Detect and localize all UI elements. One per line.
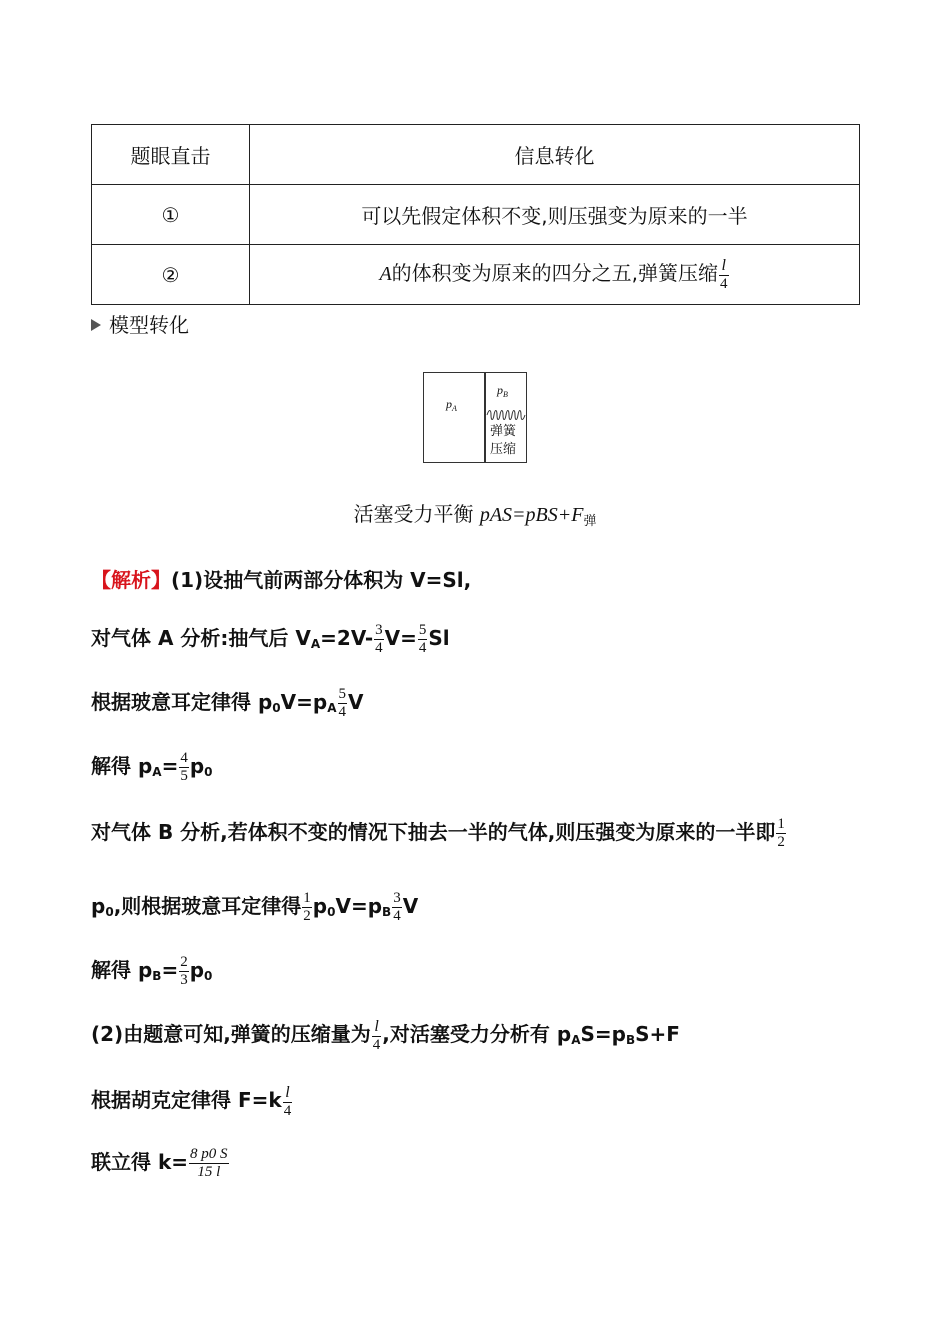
- solution-line-8: (2)由题意可知,弹簧的压缩量为 $\frac{l}{4}$ ,对活塞受力分析有 $p_AS=p_BS+F$: [91, 1017, 680, 1053]
- spring-icon: [486, 409, 526, 421]
- spring-label: 弹簧 压缩: [490, 424, 517, 457]
- solution-line-10: 联立得 k= $\frac{8 p0 S}{15 l}$: [91, 1146, 228, 1180]
- caption-formula: pAS=pBS+F: [479, 504, 584, 526]
- pressure-a-label: $p_A$: [446, 397, 457, 413]
- table-row: [92, 185, 860, 245]
- triangle-bullet-icon: [91, 319, 101, 331]
- table-header-cell: 题眼直击: [92, 125, 250, 185]
- solution-line-6: $p_0$,则根据玻意耳定律得 $\frac{1}{2}$ $p_0V=p_B$ $\frac{3}{4}$ V: [91, 890, 419, 924]
- row-text: 的体积变为原来的四分之五,弹簧压缩: [391, 261, 719, 286]
- fraction-numerator: l: [721, 256, 726, 274]
- fraction-denominator: 4: [720, 275, 728, 292]
- section-title-text: 模型转化: [109, 313, 189, 337]
- table-cell-key: ②: [92, 245, 250, 305]
- analysis-tag: 【解析】: [91, 568, 171, 592]
- solution-line-3: 根据玻意耳定律得 $p_0V=p_A$ $\frac{5}{4}$ V: [91, 686, 364, 720]
- solution-line-9: 根据胡克定律得 F=k $\frac{l}{4}$: [91, 1083, 292, 1119]
- fraction: [719, 258, 729, 292]
- solution-line-4: 解得 $p_A=$ $\frac{4}{5}$ $p_0$: [91, 750, 213, 784]
- pressure-b-label: $p_B$: [497, 383, 508, 399]
- table-row: [92, 245, 860, 305]
- table-cell-text: 可以先假定体积不变,则压强变为原来的一半: [250, 185, 860, 245]
- caption-text: 活塞受力平衡: [353, 502, 474, 526]
- force-balance-caption: [0, 498, 950, 529]
- section-title: [91, 309, 189, 338]
- solution-line-5: 对气体 B 分析,若体积不变的情况下抽去一半的气体,则压强变为原来的一半即 $\frac{1}{2}$: [91, 816, 785, 850]
- caption-subscript: 弹: [583, 514, 597, 529]
- solution-line-7: 解得 $p_B=$ $\frac{2}{3}$ $p_0$: [91, 954, 213, 988]
- solution-line-1: 【解析】(1)设抽气前两部分体积为 V=Sl,: [91, 568, 472, 592]
- table-cell-key: ①: [92, 185, 250, 245]
- table-header-row: [92, 125, 860, 185]
- table-cell-text: [250, 245, 860, 305]
- solution-line-2: 对气体 A 分析:抽气后 $V_A=2V-$ $\frac{3}{4}$ V= $\frac{5}{4}$ Sl: [91, 622, 450, 656]
- info-table: [91, 124, 860, 305]
- variable-a: A: [379, 263, 392, 286]
- table-header-cell: 信息转化: [250, 125, 860, 185]
- piston-diagram: [423, 372, 527, 463]
